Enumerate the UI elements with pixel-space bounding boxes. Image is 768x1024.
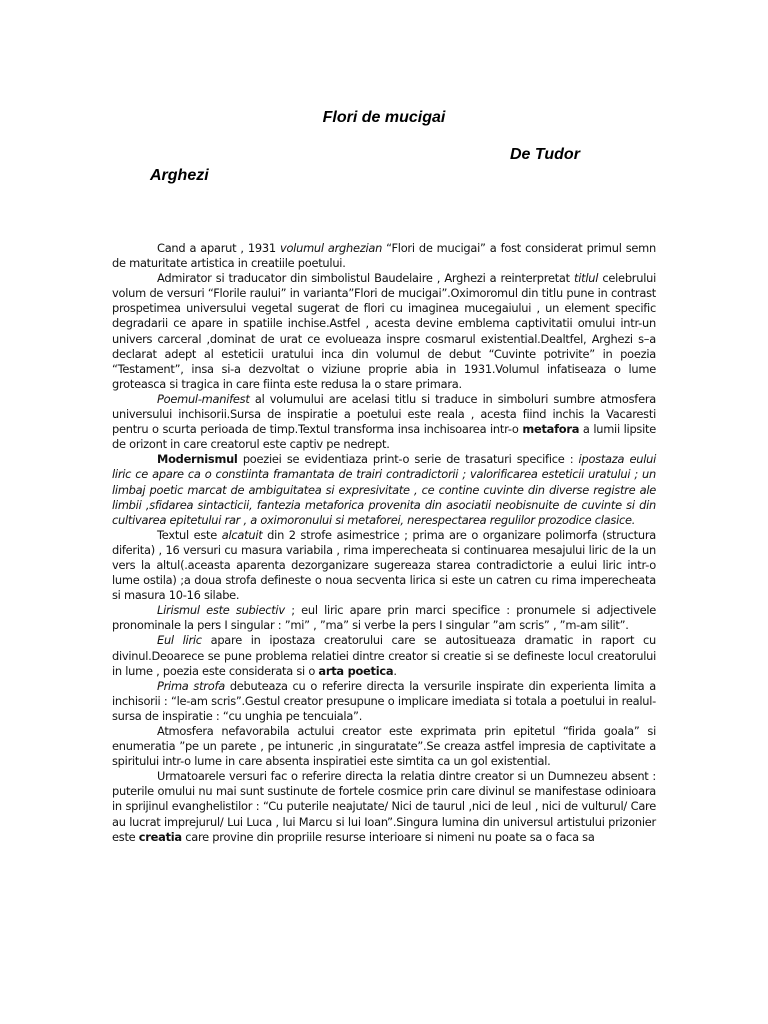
text-segment: Prima strofa — [157, 678, 225, 693]
text-segment: care provine din propriile resurse interioare si nimeni nu poate sa o faca sa — [181, 829, 595, 844]
document-title: Flori de mucigai — [322, 109, 446, 126]
text-segment: Cand a aparut , 1931 — [157, 241, 280, 255]
text-segment: a lumii lipsite de orizont in care creatorul este captiv pe nedrept. — [112, 422, 656, 452]
text-segment: titlul — [574, 271, 599, 286]
author-line-2: Arghezi — [150, 167, 209, 184]
paragraph — [112, 452, 656, 527]
author-line-1: De Tudor — [510, 146, 580, 163]
text-segment: Poemul-manifest — [157, 391, 250, 406]
text-segment: ipostaza eului liric ce apare ca o constiinta framantata de trairi contradictorii ; valorificarea esteticii uratului ; un limbaj poetic marcat de ambiguitatea si expresivitate , ce contine cuvinte din diverse registre ale limbii ,sfidarea sintacticii, fantezia metaforica provenita din asociatii neobisnuite de cuvinte si din cultivarea epitetului rar , a oximoronului si metaforei, nerespectarea regulilor prozodice clasice. — [112, 452, 656, 527]
paragraph — [112, 679, 656, 724]
paragraph — [112, 241, 656, 271]
text-segment: ; eul liric apare prin marci specifice : pronumele si adjectivele pronominale la pers I singular : ”mi” , ”ma” si verbe la pers I singular ”am scris” , ”m-am silit”. — [112, 603, 657, 633]
text-segment: Eul liric — [157, 633, 202, 648]
text-segment: poeziei se evidentiaza print-o serie de trasaturi specifice : — [237, 452, 579, 467]
text-segment: Atmosfera nefavorabila actului creator este exprimata prin epitetul “firida goala” si enumeratia ”pe un parete , pe intuneric ,in singuratate”.Se creaza astfel impresia de captivitate a spiritului intr-o lume in care absenta inspiratiei este simtita ca un gol existential. — [112, 724, 656, 769]
text-segment: metafora — [522, 422, 580, 437]
text-segment: Admirator si traducator din simbolistul Baudelaire , Arghezi a reinterpretat — [157, 271, 575, 286]
paragraph — [112, 769, 656, 844]
text-segment: arta poetica — [318, 663, 394, 678]
text-segment: Textul este — [157, 527, 222, 542]
text-segment: celebrului volum de versuri “Florile raului” in varianta”Flori de mucigai”.Oximoromul din titlu pune in contrast prospetimea universului vegetal sugerat de flori cu imaginea mucegaiului , un element specific degradarii ce apare in spatiile inchise.Astfel , acesta devine emblema captivitatii omului intr-un univers carceral ,dominat de urat ce evolueaza inspre cosmarul existential.Dealtfel, Arghezi s–a declarat adept al esteticii uratului inca din volumul de debut “Cuvinte potrivite” in poezia “Testament”, insa si-a dezvoltat o viziune proprie abia in 1931.Volumul infatiseaza o lume groteasca si tragica in care fiinta este redusa la o stare primara. — [112, 271, 656, 391]
paragraph — [112, 724, 656, 769]
paragraph — [112, 603, 656, 633]
paragraph — [112, 633, 656, 678]
paragraph — [112, 392, 656, 452]
text-segment: Urmatoarele versuri fac o referire directa la relatia dintre creator si un Dumnezeu absent : puterile omului nu mai sunt sustinute de fortele cosmice prin care divinul se manifestase odinioara in sprijinul evanghelistilor : “Cu puterile neajutate/ Nici de taurul ,nici de leul , nici de vulturul/ Care au lucrat imprejurul/ Lui Luca , lui Marcu si lui Ioan”.Singura lumina din universul artistului prizonier este — [112, 769, 656, 844]
text-segment: volumul arghezian — [279, 241, 383, 255]
text-segment: creatia — [138, 829, 182, 844]
text-segment: apare in ipostaza creatorului care se autositueaza dramatic in raport cu divinul.Deoarece se pune problema relatiei dintre creator si creatie si se defineste locul creatorului in lume , poezia este considerata si o — [112, 633, 656, 678]
text-segment: Modernismul — [157, 452, 238, 467]
document-body — [112, 241, 656, 845]
text-segment: din 2 strofe asimestrice ; prima are o organizare polimorfa (structura diferita) , 16 versuri cu masura variabila , rima imperecheata si continuarea mesajului liric de la un vers la altul(.aceasta aparenta dezorganizare sugereaza starea contradictorie a eului liric intr-o lume ostila) ;a doua strofa defineste o noua secventa lirica si este un catren cu rima imperecheata si masura 10-16 silabe. — [112, 527, 657, 603]
paragraph — [112, 271, 656, 392]
paragraph — [112, 528, 656, 603]
text-segment: debuteaza cu o referire directa la versurile inspirate din experienta limita a inchisorii : “le-am scris”.Gestul creator presupune o implicare imediata si totala a poetului in realul-sursa de inspiratie : “cu unghia pe tencuiala”. — [112, 678, 656, 723]
text-segment: alcatuit — [221, 527, 263, 542]
text-segment: Lirismul este subiectiv — [157, 603, 285, 618]
text-segment: “Flori de mucigai” a fost considerat primul semn de maturitate artistica in creatiile poetului. — [112, 241, 656, 271]
text-segment: al volumului are acelasi titlu si traduce in simboluri sumbre atmosfera universului inchisorii.Sursa de inspiratie a poetului este reala , acesta fiind inchis la Vacaresti pentru o scurta perioada de timp.Textul transforma insa inchisoarea intr-o — [112, 391, 656, 437]
text-segment: . — [393, 663, 397, 678]
